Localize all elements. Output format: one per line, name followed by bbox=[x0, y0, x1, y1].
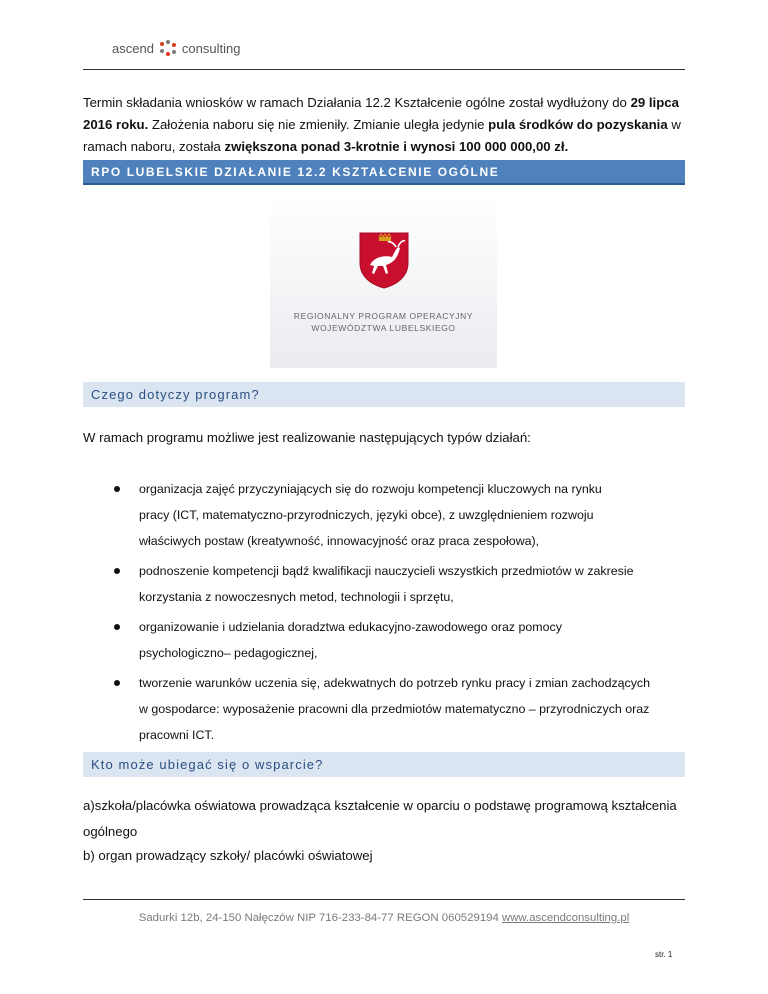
list-item bbox=[83, 558, 685, 610]
intro-deadline: 29 lipca 2016 roku. bbox=[83, 95, 679, 132]
program-logo-caption bbox=[270, 310, 497, 334]
footer-address bbox=[83, 912, 685, 924]
intro-funding-pool: pula środków do pozyskania bbox=[488, 117, 668, 132]
program-logo bbox=[270, 198, 497, 368]
list-item-line: pracowni ICT. bbox=[139, 728, 215, 742]
page-number: str. 1 bbox=[655, 950, 673, 959]
program-logo-line-2: WOJEWÓDZTWA LUBELSKIEGO bbox=[311, 323, 456, 333]
list-item bbox=[83, 614, 685, 666]
list-item-line: tworzenie warunków uczenia się, adekwatnych do potrzeb rynku pracy i zmian zachodzących bbox=[139, 676, 651, 690]
who-line-a2: ogólnego bbox=[83, 824, 138, 839]
list-item-line: organizowanie i udzielania doradztwa edukacyjno-zawodowego oraz pomocy bbox=[139, 620, 562, 634]
bullet-icon bbox=[114, 568, 120, 574]
bullet-icon bbox=[114, 486, 120, 492]
section-heading-what-text: Czego dotyczy program? bbox=[91, 387, 260, 402]
coat-of-arms-icon bbox=[358, 231, 410, 289]
program-logo-line-1: REGIONALNY PROGRAM OPERACYJNY bbox=[293, 311, 474, 321]
what-intro: W ramach programu możliwe jest realizowanie następujących typów działań: bbox=[83, 430, 531, 445]
footer-address-text: Sadurki 12b, 24-150 Nałęczów NIP 716-233-84-77 REGON 060529194 bbox=[138, 912, 502, 924]
intro-funding-amount: zwiększona ponad 3-krotnie i wynosi 100 000 000,00 zł. bbox=[224, 139, 569, 154]
who-line-a1: a)szkoła/placówka oświatowa prowadząca kształcenie w oparciu o podstawę programową kształcenia bbox=[83, 798, 677, 813]
intro-text-3: w ramach naboru, została bbox=[83, 117, 681, 154]
list-item bbox=[83, 670, 685, 748]
company-logo bbox=[112, 40, 240, 56]
intro-text-1: Termin składania wniosków w ramach Działania 12.2 Kształcenie ogólne został wydłużony do bbox=[83, 95, 631, 110]
footer-divider bbox=[83, 899, 685, 900]
list-item-line: podnoszenie kompetencji bądź kwalifikacji nauczycieli wszystkich przedmiotów w zakresie bbox=[139, 564, 634, 578]
list-item bbox=[83, 476, 685, 554]
list-item-line: pracy (ICT, matematyczno-przyrodniczych, języki obce), z uwzględnieniem rozwoju bbox=[139, 508, 594, 522]
logo-dots-icon bbox=[160, 40, 176, 56]
logo-text-consulting: consulting bbox=[181, 40, 241, 56]
section-heading-who bbox=[83, 752, 685, 777]
footer-website-link[interactable]: www.ascendconsulting.pl bbox=[501, 912, 630, 924]
list-item-line: organizacja zajęć przyczyniających się do rozwoju kompetencji kluczowych na rynku bbox=[139, 482, 602, 496]
list-item-line: w gospodarce: wyposażenie pracowni dla przedmiotów matematyczno – przyrodniczych oraz bbox=[139, 702, 650, 716]
section-heading-rpo-text: RPO LUBELSKIE DZIAŁANIE 12.2 KSZTAŁCENIE OGÓLNE bbox=[91, 164, 500, 179]
intro-text-2: Założenia naboru się nie zmieniły. Zmianie uległa jedynie bbox=[148, 117, 489, 132]
bullet-icon bbox=[114, 624, 120, 630]
bullet-icon bbox=[114, 680, 120, 686]
section-heading-who-text: Kto może ubiegać się o wsparcie? bbox=[91, 757, 324, 772]
activity-list bbox=[83, 476, 685, 752]
list-item-line: psychologiczno– pedagogicznej, bbox=[139, 646, 318, 660]
section-heading-rpo bbox=[83, 160, 685, 185]
list-item-line: właściwych postaw (kreatywność, innowacyjność oraz praca zespołowa), bbox=[139, 534, 540, 548]
intro-paragraph bbox=[83, 92, 685, 158]
who-line-b: b) organ prowadzący szkoły/ placówki oświatowej bbox=[83, 848, 373, 863]
section-heading-what bbox=[83, 382, 685, 407]
list-item-line: korzystania z nowoczesnych metod, technologii i sprzętu, bbox=[139, 590, 454, 604]
logo-text-ascend: ascend bbox=[112, 40, 154, 56]
header-divider bbox=[83, 69, 685, 70]
